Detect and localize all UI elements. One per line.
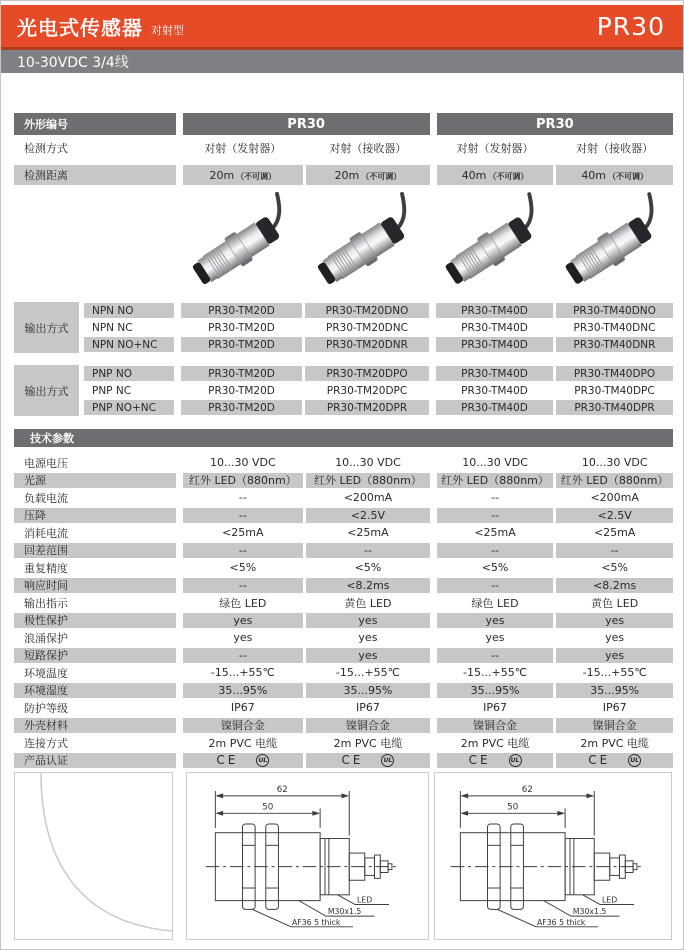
tech-value-cell: -- (437, 578, 554, 594)
model-number-cell: PR30-TM40DNO (556, 303, 673, 318)
tech-value-cell: 绿色 LED (471, 596, 519, 610)
curve-graphic (15, 773, 172, 939)
tech-row-label: 回差范围 (14, 543, 176, 559)
range-main: 40m (461, 168, 487, 182)
tech-row-label: 电源电压 (24, 456, 68, 470)
range-main: 20m (209, 168, 235, 182)
ul-mark-icon: UL (381, 754, 394, 767)
tech-row (14, 664, 673, 682)
tech-value-cell: -- (183, 648, 304, 664)
tech-value-cell: -15...+55℃ (335, 666, 400, 680)
tech-row (14, 612, 673, 630)
content-area (1, 113, 683, 940)
page-title: 光电式传感器 (17, 15, 143, 40)
tech-value-cell (183, 753, 304, 769)
tech-value-cell: 红外 LED（880nm） (183, 473, 304, 489)
tech-row-label: 浪涌保护 (24, 631, 68, 645)
model-number-cell: PR30-TM20DNR (305, 337, 429, 352)
tech-value-cell: 2m PVC 电缆 (333, 736, 403, 750)
dim-inner: 50 (507, 802, 519, 813)
tech-value-cell: <8.2ms (306, 578, 430, 594)
output-row (84, 382, 673, 399)
nut-label: AF36 5 thick (291, 917, 340, 927)
tech-value-cell: -- (437, 648, 554, 664)
tech-value-cell: yes (485, 631, 505, 645)
tech-value-cell: <200mA (590, 491, 639, 505)
model-number-cell: PR30-TM40DNC (573, 321, 656, 334)
model-number-cell: PR30-TM20D (181, 303, 302, 318)
output-rows (84, 365, 673, 416)
dimension-drawing (186, 772, 429, 940)
output-row (84, 365, 673, 382)
tech-value-cell: yes (306, 613, 430, 629)
tech-value-cell: 10...30 VDC (209, 456, 276, 470)
detect-range-row (14, 163, 673, 187)
tech-value-cell: <8.2ms (556, 578, 673, 594)
tech-value-cell (306, 753, 430, 769)
tech-row (14, 577, 673, 595)
tech-value-cell: 红外 LED（880nm） (306, 473, 430, 489)
voltage-bar: 10-30VDC 3/4线 (1, 50, 683, 73)
dimension-drawing (434, 772, 672, 940)
tech-row-label: 负载电流 (24, 491, 68, 505)
model-number-cell: PR30-TM40D (436, 303, 553, 318)
spec-header-row (14, 113, 673, 135)
tech-row (14, 489, 673, 507)
tech-value-cell: yes (556, 613, 673, 629)
ul-mark-icon: UL (509, 754, 522, 767)
tech-row-label: 环境湿度 (14, 683, 176, 699)
dim-outer: 62 (276, 784, 288, 795)
range-note: （不可调） (361, 171, 402, 181)
tech-value-cell (437, 753, 554, 769)
output-row (84, 319, 673, 336)
tech-row (14, 524, 673, 542)
sensor-photo (436, 192, 553, 298)
tech-row (14, 507, 673, 525)
tech-value-cell: yes (358, 631, 378, 645)
detect-mode-value: 对射（接收器） (329, 142, 407, 155)
tech-value-cell: -15...+55℃ (210, 666, 275, 680)
output-group-pnp (14, 365, 673, 416)
model-number-cell: PR30-TM20D (181, 400, 302, 415)
tech-value-cell: <200mA (343, 491, 393, 505)
output-mode-label: 输出方式 (14, 302, 79, 353)
output-type-label: NPN NC (92, 321, 133, 334)
model-number-cell: PR30-TM40D (461, 321, 528, 334)
tech-value-cell: 35...95% (437, 683, 554, 699)
tech-value-cell: 10...30 VDC (581, 456, 648, 470)
tech-row (14, 717, 673, 735)
detect-range-value (183, 165, 304, 185)
led-label: LED (356, 895, 372, 905)
tech-value-cell: -- (491, 491, 500, 505)
tech-value-cell: 35...95% (306, 683, 430, 699)
ce-mark-icon: CE (341, 753, 364, 768)
model-number-cell: PR30-TM20DPO (305, 366, 429, 381)
detect-range-value (437, 165, 554, 185)
tech-row (14, 472, 673, 490)
detect-mode-row (14, 135, 673, 161)
model-number-cell: PR30-TM20DPR (305, 400, 429, 415)
tech-row-label: 连接方式 (24, 736, 68, 750)
ce-mark-icon: CE (588, 753, 611, 768)
page-subtitle: 对射型 (151, 24, 184, 37)
output-type-label: PNP NC (92, 384, 132, 397)
detect-range-value (306, 165, 430, 185)
tech-params-table (14, 454, 673, 769)
series-header-2: PR30 (437, 113, 673, 135)
tech-value-cell: <25mA (474, 526, 516, 540)
model-number-cell: PR30-TM20DNO (305, 303, 429, 318)
tech-value-cell: -- (183, 508, 304, 524)
output-mode-label: 输出方式 (14, 365, 79, 416)
tech-value-cell (556, 753, 673, 769)
tech-row-label: 压降 (14, 508, 176, 524)
output-model-table (14, 302, 673, 416)
spec-corner-label: 外形编号 (14, 113, 176, 135)
tech-value-cell: yes (556, 648, 673, 664)
tech-value-cell: 黄色 LED (344, 596, 392, 610)
sensor-photo (306, 192, 429, 298)
tech-value-cell: 35...95% (183, 683, 304, 699)
range-main: 20m (334, 168, 360, 182)
thread-label: M30x1.5 (327, 907, 361, 917)
model-number-cell: PR30-TM40D (436, 400, 553, 415)
tech-row (14, 629, 673, 647)
tech-value-cell: IP67 (230, 701, 255, 715)
led-label: LED (601, 895, 618, 905)
tech-value-cell: 2m PVC 电缆 (208, 736, 278, 750)
decorative-curve-box (14, 772, 173, 940)
range-note: （不可调） (236, 171, 277, 181)
tech-params-header: 技术参数 (14, 429, 673, 447)
model-number-cell: PR30-TM20D (181, 366, 302, 381)
output-group-npn (14, 302, 673, 353)
tech-value-cell: -- (306, 543, 430, 559)
tech-value-cell: -- (238, 491, 247, 505)
output-row (84, 399, 673, 416)
tech-row-label: 环境温度 (24, 666, 68, 680)
tech-value-cell: IP67 (355, 701, 380, 715)
tech-row (14, 752, 673, 770)
thread-label: M30x1.5 (572, 907, 607, 917)
tech-value-cell: <25mA (593, 526, 636, 540)
range-note: （不可调） (608, 171, 649, 181)
model-number-cell: PR30-TM40DPR (556, 400, 673, 415)
tech-value-cell: <5% (229, 561, 257, 575)
tech-value-cell: 绿色 LED (219, 596, 267, 610)
ul-mark-icon: UL (256, 754, 269, 767)
tech-value-cell: 10...30 VDC (462, 456, 528, 470)
tech-value-cell: 红外 LED（880nm） (556, 473, 673, 489)
range-note: （不可调） (488, 171, 529, 181)
tech-value-cell: 镍铜合金 (306, 718, 430, 734)
output-type-label: PNP NO (84, 366, 174, 381)
detect-range-value (556, 165, 673, 185)
tech-row-label: 产品认证 (14, 753, 176, 769)
tech-row-label: 光源 (14, 473, 176, 489)
tech-value-cell: IP67 (483, 701, 507, 715)
tech-value-cell: yes (306, 648, 430, 664)
tech-value-cell: 2m PVC 电缆 (460, 736, 530, 750)
tech-row (14, 734, 673, 752)
tech-value-cell: yes (605, 631, 625, 645)
tech-value-cell: 镍铜合金 (437, 718, 554, 734)
tech-row (14, 454, 673, 472)
tech-value-cell: <2.5V (306, 508, 430, 524)
tech-row (14, 647, 673, 665)
output-type-label: PNP NO+NC (84, 400, 174, 415)
tech-value-cell: 35...95% (556, 683, 673, 699)
tech-value-cell: 镍铜合金 (183, 718, 304, 734)
nut-label: AF36 5 thick (536, 917, 586, 927)
detect-mode-label: 检测方式 (24, 142, 68, 155)
model-number-cell: PR30-TM40DPO (556, 366, 673, 381)
tech-value-cell: <5% (481, 561, 509, 575)
detect-range-label: 检测距离 (14, 165, 176, 185)
tech-row (14, 682, 673, 700)
model-number-cell: PR30-TM20D (181, 337, 302, 352)
output-rows (84, 302, 673, 353)
model-number-cell: PR30-TM40D (436, 337, 553, 352)
tech-row-label: 输出指示 (24, 596, 68, 610)
model-number-cell: PR30-TM20DPC (326, 384, 408, 397)
sensor-photo (182, 192, 302, 298)
tech-value-cell: <5% (601, 561, 628, 575)
output-row (84, 336, 673, 353)
tech-value-cell: -- (183, 578, 304, 594)
tech-value-cell: IP67 (602, 701, 627, 715)
tech-row-label: 极性保护 (14, 613, 176, 629)
tech-value-cell: 镍铜合金 (556, 718, 673, 734)
tech-row (14, 542, 673, 560)
detect-mode-value: 对射（发射器） (456, 142, 534, 155)
sensor-photo (556, 192, 673, 298)
model-name: PR30 (596, 11, 665, 41)
tech-row-label: 外壳材料 (14, 718, 176, 734)
tech-row-label: 短路保护 (14, 648, 176, 664)
header-bar (1, 5, 683, 47)
tech-row-label: 防护等级 (24, 701, 68, 715)
series-header-1: PR30 (183, 113, 430, 135)
tech-row-label: 重复精度 (24, 561, 68, 575)
tech-value-cell: -- (556, 543, 673, 559)
dim-inner: 50 (261, 802, 273, 813)
output-type-label: NPN NO (84, 303, 174, 318)
output-row (84, 302, 673, 319)
tech-value-cell: yes (437, 613, 554, 629)
dim-outer: 62 (521, 784, 533, 795)
tech-value-cell: -- (437, 508, 554, 524)
tech-row-label: 响应时间 (14, 578, 176, 594)
model-number-cell: PR30-TM40D (461, 384, 528, 397)
output-type-label: NPN NO+NC (84, 337, 174, 352)
tech-value-cell: -- (437, 543, 554, 559)
product-photos-row (14, 188, 673, 302)
tech-row (14, 594, 673, 612)
ul-mark-icon: UL (628, 754, 641, 767)
ce-mark-icon: CE (216, 753, 239, 768)
detect-mode-value: 对射（接收器） (576, 142, 654, 155)
tech-value-cell: -- (183, 543, 304, 559)
ce-mark-icon: CE (468, 753, 491, 768)
range-main: 40m (581, 168, 607, 182)
detect-mode-value: 对射（发射器） (204, 142, 282, 155)
tech-value-cell: <25mA (347, 526, 389, 540)
tech-value-cell: 红外 LED（880nm） (437, 473, 554, 489)
tech-value-cell: -15...+55℃ (582, 666, 647, 680)
model-number-cell: PR30-TM20D (208, 321, 275, 334)
tech-row-label: 消耗电流 (24, 526, 68, 540)
tech-row (14, 559, 673, 577)
model-number-cell: PR30-TM40D (436, 366, 553, 381)
model-number-cell: PR30-TM20D (208, 384, 275, 397)
tech-value-cell: <25mA (222, 526, 264, 540)
tech-row (14, 699, 673, 717)
tech-value-cell: -15...+55℃ (463, 666, 528, 680)
tech-value-cell: 10...30 VDC (335, 456, 401, 470)
tech-value-cell: 2m PVC 电缆 (580, 736, 649, 750)
drawings-row (14, 772, 673, 940)
model-number-cell: PR30-TM40DPC (574, 384, 655, 397)
model-number-cell: PR30-TM20DNC (326, 321, 408, 334)
model-number-cell: PR30-TM40DNR (556, 337, 673, 352)
tech-value-cell: yes (233, 631, 253, 645)
tech-value-cell: yes (183, 613, 304, 629)
tech-value-cell: <2.5V (556, 508, 673, 524)
tech-value-cell: <5% (354, 561, 382, 575)
tech-value-cell: 黄色 LED (591, 596, 639, 610)
